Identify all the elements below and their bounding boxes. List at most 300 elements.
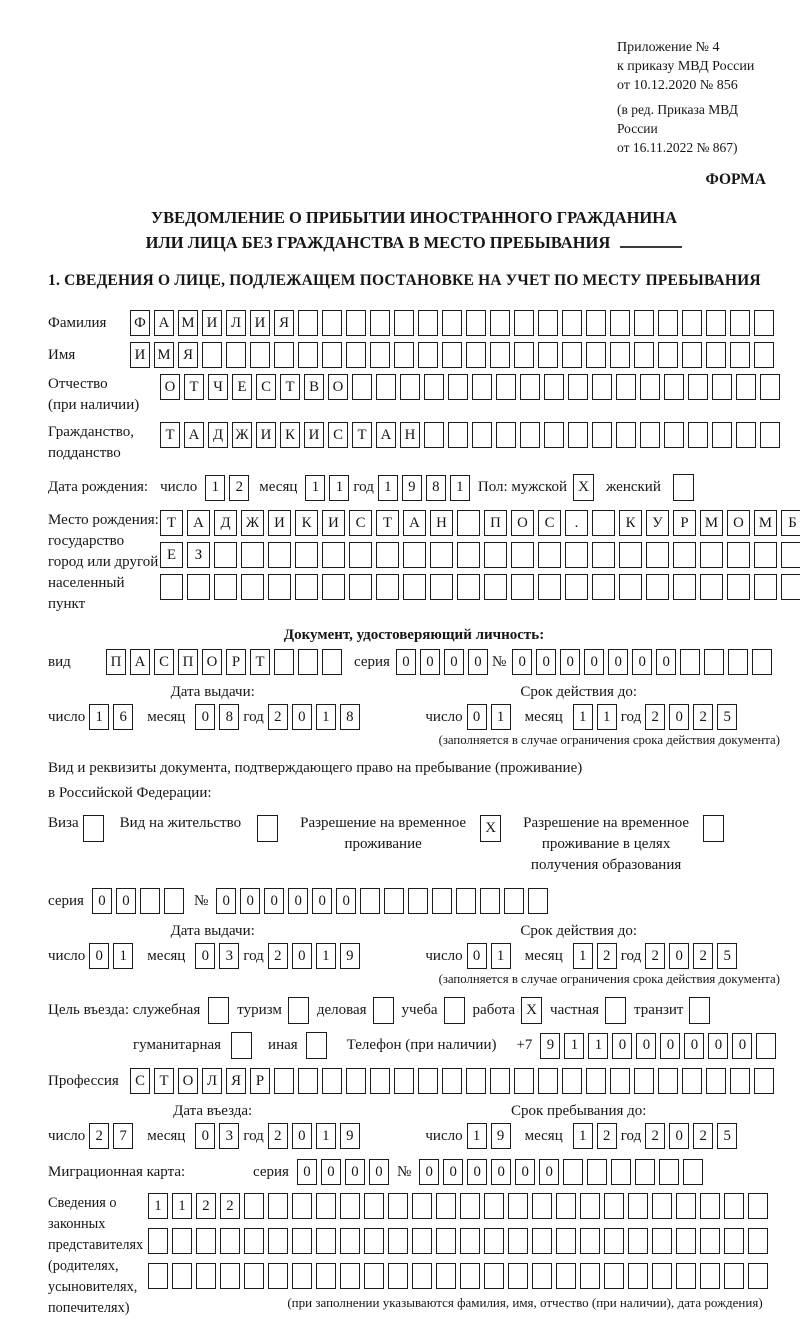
char-box[interactable] xyxy=(340,1193,360,1219)
char-box[interactable] xyxy=(349,542,372,568)
char-box[interactable] xyxy=(322,574,345,600)
char-box[interactable] xyxy=(730,1068,750,1094)
char-box[interactable] xyxy=(160,574,183,600)
char-box[interactable]: Т xyxy=(250,649,270,675)
char-box[interactable]: 0 xyxy=(669,943,689,969)
char-box[interactable]: 0 xyxy=(584,649,604,675)
char-box[interactable] xyxy=(295,542,318,568)
char-box[interactable] xyxy=(424,422,444,448)
char-box[interactable] xyxy=(727,574,750,600)
char-box[interactable] xyxy=(364,1228,384,1254)
char-box[interactable] xyxy=(724,1193,744,1219)
char-box[interactable]: 0 xyxy=(560,649,580,675)
char-box[interactable]: 0 xyxy=(116,888,136,914)
char-box[interactable]: Т xyxy=(352,422,372,448)
char-box[interactable] xyxy=(322,342,342,368)
char-box[interactable] xyxy=(646,542,669,568)
char-box[interactable] xyxy=(376,542,399,568)
char-box[interactable] xyxy=(400,374,420,400)
char-box[interactable] xyxy=(268,574,291,600)
char-box[interactable] xyxy=(724,1228,744,1254)
char-box[interactable] xyxy=(244,1193,264,1219)
char-box[interactable] xyxy=(682,1068,702,1094)
char-box[interactable] xyxy=(352,374,372,400)
char-box[interactable] xyxy=(480,888,500,914)
char-box[interactable] xyxy=(628,1228,648,1254)
char-box[interactable]: И xyxy=(130,342,150,368)
char-box[interactable] xyxy=(532,1263,552,1289)
char-box[interactable] xyxy=(652,1193,672,1219)
char-box[interactable]: 5 xyxy=(717,704,737,730)
char-box[interactable]: 1 xyxy=(148,1193,168,1219)
char-box[interactable]: 2 xyxy=(597,1123,617,1149)
char-box[interactable] xyxy=(436,1193,456,1219)
char-box[interactable] xyxy=(610,310,630,336)
char-box[interactable] xyxy=(520,422,540,448)
char-box[interactable]: Ж xyxy=(241,510,264,536)
checkbox-residence[interactable] xyxy=(257,815,278,842)
char-box[interactable]: 0 xyxy=(288,888,308,914)
char-box[interactable]: С xyxy=(256,374,276,400)
char-box[interactable]: 1 xyxy=(573,704,593,730)
char-box[interactable]: 2 xyxy=(268,943,288,969)
char-box[interactable] xyxy=(538,310,558,336)
char-box[interactable]: 0 xyxy=(612,1033,632,1059)
char-box[interactable] xyxy=(442,342,462,368)
char-box[interactable] xyxy=(736,374,756,400)
char-box[interactable] xyxy=(706,342,726,368)
char-box[interactable] xyxy=(484,574,507,600)
char-box[interactable]: Р xyxy=(226,649,246,675)
char-box[interactable] xyxy=(781,574,800,600)
char-box[interactable]: 1 xyxy=(573,1123,593,1149)
char-box[interactable] xyxy=(418,310,438,336)
char-box[interactable] xyxy=(388,1228,408,1254)
char-box[interactable]: 0 xyxy=(708,1033,728,1059)
char-box[interactable]: И xyxy=(250,310,270,336)
char-box[interactable]: 9 xyxy=(402,475,422,501)
char-box[interactable] xyxy=(274,342,294,368)
char-box[interactable] xyxy=(760,374,780,400)
char-box[interactable]: С xyxy=(349,510,372,536)
char-box[interactable] xyxy=(322,542,345,568)
char-box[interactable] xyxy=(640,374,660,400)
char-box[interactable] xyxy=(268,1263,288,1289)
char-box[interactable] xyxy=(403,574,426,600)
char-box[interactable]: П xyxy=(484,510,507,536)
char-box[interactable] xyxy=(436,1263,456,1289)
char-box[interactable]: 2 xyxy=(645,1123,665,1149)
char-box[interactable]: У xyxy=(646,510,669,536)
char-box[interactable]: Т xyxy=(184,374,204,400)
char-box[interactable]: Ф xyxy=(130,310,150,336)
char-box[interactable] xyxy=(580,1263,600,1289)
char-box[interactable] xyxy=(754,342,774,368)
char-box[interactable] xyxy=(752,649,772,675)
char-box[interactable] xyxy=(532,1228,552,1254)
char-box[interactable] xyxy=(241,542,264,568)
char-box[interactable]: 1 xyxy=(113,943,133,969)
char-box[interactable]: 0 xyxy=(732,1033,752,1059)
char-box[interactable] xyxy=(496,422,516,448)
char-box[interactable] xyxy=(592,574,615,600)
char-box[interactable] xyxy=(457,510,480,536)
char-box[interactable]: О xyxy=(202,649,222,675)
char-box[interactable] xyxy=(394,342,414,368)
char-box[interactable] xyxy=(292,1228,312,1254)
char-box[interactable] xyxy=(646,574,669,600)
char-box[interactable] xyxy=(430,574,453,600)
char-box[interactable]: 2 xyxy=(229,475,249,501)
char-box[interactable]: К xyxy=(280,422,300,448)
char-box[interactable] xyxy=(432,888,452,914)
char-box[interactable] xyxy=(349,574,372,600)
char-box[interactable]: Д xyxy=(208,422,228,448)
char-box[interactable]: Я xyxy=(178,342,198,368)
char-box[interactable]: О xyxy=(511,510,534,536)
char-box[interactable] xyxy=(514,342,534,368)
char-box[interactable] xyxy=(544,374,564,400)
char-box[interactable]: 1 xyxy=(316,704,336,730)
char-box[interactable]: И xyxy=(268,510,291,536)
char-box[interactable]: З xyxy=(187,542,210,568)
char-box[interactable] xyxy=(760,422,780,448)
char-box[interactable]: А xyxy=(403,510,426,536)
char-box[interactable] xyxy=(457,574,480,600)
char-box[interactable]: 3 xyxy=(219,943,239,969)
char-box[interactable] xyxy=(340,1263,360,1289)
char-box[interactable] xyxy=(220,1228,240,1254)
char-box[interactable]: С xyxy=(328,422,348,448)
char-box[interactable] xyxy=(472,422,492,448)
char-box[interactable]: О xyxy=(178,1068,198,1094)
char-box[interactable] xyxy=(514,310,534,336)
char-box[interactable] xyxy=(565,574,588,600)
char-box[interactable] xyxy=(682,310,702,336)
char-box[interactable]: 0 xyxy=(660,1033,680,1059)
char-box[interactable]: А xyxy=(154,310,174,336)
char-box[interactable] xyxy=(268,1228,288,1254)
checkbox-edu-permit[interactable] xyxy=(703,815,724,842)
char-box[interactable] xyxy=(748,1228,768,1254)
char-box[interactable] xyxy=(484,1263,504,1289)
char-box[interactable] xyxy=(202,342,222,368)
char-box[interactable] xyxy=(394,310,414,336)
char-box[interactable]: 1 xyxy=(588,1033,608,1059)
char-box[interactable] xyxy=(394,1068,414,1094)
char-box[interactable] xyxy=(460,1193,480,1219)
char-box[interactable] xyxy=(604,1228,624,1254)
char-box[interactable] xyxy=(520,374,540,400)
char-box[interactable] xyxy=(316,1228,336,1254)
char-box[interactable]: М xyxy=(700,510,723,536)
char-box[interactable]: Я xyxy=(274,310,294,336)
char-box[interactable] xyxy=(274,1068,294,1094)
char-box[interactable] xyxy=(322,310,342,336)
char-box[interactable]: 9 xyxy=(340,943,360,969)
char-box[interactable]: 0 xyxy=(539,1159,559,1185)
char-box[interactable]: 2 xyxy=(268,704,288,730)
char-box[interactable] xyxy=(412,1193,432,1219)
char-box[interactable] xyxy=(568,374,588,400)
char-box[interactable] xyxy=(586,310,606,336)
char-box[interactable] xyxy=(514,1068,534,1094)
char-box[interactable] xyxy=(384,888,404,914)
char-box[interactable] xyxy=(652,1228,672,1254)
char-box[interactable]: 0 xyxy=(636,1033,656,1059)
char-box[interactable]: 1 xyxy=(305,475,325,501)
checkbox-study[interactable] xyxy=(444,997,465,1024)
char-box[interactable] xyxy=(658,310,678,336)
char-box[interactable] xyxy=(316,1263,336,1289)
char-box[interactable]: 0 xyxy=(195,943,215,969)
char-box[interactable] xyxy=(706,310,726,336)
char-box[interactable] xyxy=(727,542,750,568)
char-box[interactable] xyxy=(295,574,318,600)
char-box[interactable] xyxy=(511,542,534,568)
checkbox-temp-permit[interactable]: X xyxy=(480,815,501,842)
char-box[interactable] xyxy=(424,374,444,400)
char-box[interactable]: Л xyxy=(226,310,246,336)
char-box[interactable] xyxy=(704,649,724,675)
char-box[interactable] xyxy=(460,1263,480,1289)
char-box[interactable]: 0 xyxy=(608,649,628,675)
char-box[interactable] xyxy=(730,310,750,336)
char-box[interactable] xyxy=(619,542,642,568)
char-box[interactable] xyxy=(700,1193,720,1219)
char-box[interactable] xyxy=(592,422,612,448)
char-box[interactable] xyxy=(676,1228,696,1254)
checkbox-private[interactable] xyxy=(605,997,626,1024)
char-box[interactable] xyxy=(484,542,507,568)
char-box[interactable] xyxy=(700,542,723,568)
char-box[interactable] xyxy=(604,1263,624,1289)
char-box[interactable] xyxy=(754,574,777,600)
char-box[interactable]: И xyxy=(202,310,222,336)
char-box[interactable] xyxy=(370,342,390,368)
char-box[interactable]: 8 xyxy=(340,704,360,730)
char-box[interactable] xyxy=(403,542,426,568)
char-box[interactable] xyxy=(700,1228,720,1254)
checkbox-work[interactable]: X xyxy=(521,997,542,1024)
char-box[interactable] xyxy=(676,1193,696,1219)
char-box[interactable]: 0 xyxy=(369,1159,389,1185)
char-box[interactable] xyxy=(466,310,486,336)
char-box[interactable] xyxy=(616,422,636,448)
checkbox-male[interactable]: X xyxy=(573,474,594,501)
char-box[interactable] xyxy=(364,1193,384,1219)
char-box[interactable] xyxy=(196,1263,216,1289)
char-box[interactable]: 0 xyxy=(512,649,532,675)
char-box[interactable]: 2 xyxy=(597,943,617,969)
char-box[interactable] xyxy=(460,1228,480,1254)
char-box[interactable]: 1 xyxy=(329,475,349,501)
char-box[interactable] xyxy=(538,1068,558,1094)
char-box[interactable]: 2 xyxy=(196,1193,216,1219)
checkbox-business[interactable] xyxy=(373,997,394,1024)
char-box[interactable]: Т xyxy=(160,422,180,448)
char-box[interactable]: 2 xyxy=(693,704,713,730)
char-box[interactable]: 8 xyxy=(426,475,446,501)
char-box[interactable]: Ж xyxy=(232,422,252,448)
char-box[interactable] xyxy=(706,1068,726,1094)
char-box[interactable] xyxy=(748,1193,768,1219)
char-box[interactable] xyxy=(340,1228,360,1254)
char-box[interactable] xyxy=(466,1068,486,1094)
char-box[interactable] xyxy=(658,342,678,368)
char-box[interactable]: 2 xyxy=(220,1193,240,1219)
char-box[interactable]: 0 xyxy=(491,1159,511,1185)
char-box[interactable] xyxy=(528,888,548,914)
char-box[interactable] xyxy=(490,342,510,368)
char-box[interactable]: 0 xyxy=(467,943,487,969)
char-box[interactable] xyxy=(580,1193,600,1219)
checkbox-tourism[interactable] xyxy=(288,997,309,1024)
char-box[interactable]: 5 xyxy=(717,943,737,969)
char-box[interactable]: А xyxy=(376,422,396,448)
checkbox-transit[interactable] xyxy=(689,997,710,1024)
char-box[interactable] xyxy=(322,1068,342,1094)
char-box[interactable]: 0 xyxy=(216,888,236,914)
char-box[interactable] xyxy=(680,649,700,675)
char-box[interactable] xyxy=(140,888,160,914)
char-box[interactable]: А xyxy=(130,649,150,675)
char-box[interactable] xyxy=(274,649,294,675)
char-box[interactable] xyxy=(556,1228,576,1254)
char-box[interactable] xyxy=(322,649,342,675)
char-box[interactable] xyxy=(538,574,561,600)
char-box[interactable] xyxy=(538,542,561,568)
char-box[interactable]: О xyxy=(727,510,750,536)
char-box[interactable] xyxy=(442,310,462,336)
char-box[interactable] xyxy=(346,342,366,368)
char-box[interactable]: А xyxy=(184,422,204,448)
char-box[interactable] xyxy=(187,574,210,600)
char-box[interactable]: Е xyxy=(160,542,183,568)
char-box[interactable]: 9 xyxy=(491,1123,511,1149)
char-box[interactable] xyxy=(430,542,453,568)
char-box[interactable]: 1 xyxy=(378,475,398,501)
char-box[interactable]: С xyxy=(538,510,561,536)
char-box[interactable] xyxy=(298,310,318,336)
char-box[interactable]: 1 xyxy=(573,943,593,969)
char-box[interactable] xyxy=(456,888,476,914)
char-box[interactable] xyxy=(164,888,184,914)
char-box[interactable]: М xyxy=(178,310,198,336)
char-box[interactable] xyxy=(634,342,654,368)
char-box[interactable]: 2 xyxy=(645,704,665,730)
char-box[interactable] xyxy=(376,574,399,600)
char-box[interactable]: 6 xyxy=(113,704,133,730)
char-box[interactable]: 1 xyxy=(89,704,109,730)
char-box[interactable] xyxy=(619,574,642,600)
char-box[interactable]: И xyxy=(256,422,276,448)
char-box[interactable] xyxy=(565,542,588,568)
char-box[interactable] xyxy=(634,1068,654,1094)
char-box[interactable] xyxy=(484,1193,504,1219)
char-box[interactable]: 8 xyxy=(219,704,239,730)
char-box[interactable]: А xyxy=(187,510,210,536)
char-box[interactable]: Л xyxy=(202,1068,222,1094)
char-box[interactable]: 1 xyxy=(316,943,336,969)
char-box[interactable]: 9 xyxy=(340,1123,360,1149)
char-box[interactable] xyxy=(172,1263,192,1289)
char-box[interactable] xyxy=(781,542,800,568)
char-box[interactable]: 0 xyxy=(195,704,215,730)
char-box[interactable]: 2 xyxy=(693,943,713,969)
char-box[interactable]: Н xyxy=(430,510,453,536)
checkbox-visa[interactable] xyxy=(83,815,104,842)
char-box[interactable]: П xyxy=(178,649,198,675)
char-box[interactable] xyxy=(490,1068,510,1094)
char-box[interactable] xyxy=(292,1193,312,1219)
char-box[interactable]: 1 xyxy=(205,475,225,501)
char-box[interactable] xyxy=(214,542,237,568)
char-box[interactable] xyxy=(418,342,438,368)
char-box[interactable]: 2 xyxy=(693,1123,713,1149)
char-box[interactable] xyxy=(712,422,732,448)
char-box[interactable]: 9 xyxy=(540,1033,560,1059)
char-box[interactable]: Т xyxy=(280,374,300,400)
char-box[interactable] xyxy=(664,422,684,448)
char-box[interactable] xyxy=(250,342,270,368)
char-box[interactable]: 1 xyxy=(316,1123,336,1149)
char-box[interactable]: 0 xyxy=(515,1159,535,1185)
char-box[interactable] xyxy=(610,342,630,368)
char-box[interactable] xyxy=(244,1263,264,1289)
char-box[interactable]: К xyxy=(295,510,318,536)
char-box[interactable] xyxy=(364,1263,384,1289)
char-box[interactable] xyxy=(496,374,516,400)
char-box[interactable]: 1 xyxy=(450,475,470,501)
char-box[interactable] xyxy=(214,574,237,600)
char-box[interactable]: С xyxy=(154,649,174,675)
char-box[interactable]: Ч xyxy=(208,374,228,400)
char-box[interactable] xyxy=(448,422,468,448)
char-box[interactable]: И xyxy=(304,422,324,448)
char-box[interactable] xyxy=(388,1193,408,1219)
char-box[interactable] xyxy=(754,1068,774,1094)
char-box[interactable] xyxy=(556,1263,576,1289)
char-box[interactable]: 0 xyxy=(632,649,652,675)
char-box[interactable]: Т xyxy=(154,1068,174,1094)
char-box[interactable] xyxy=(754,310,774,336)
char-box[interactable]: 0 xyxy=(345,1159,365,1185)
char-box[interactable]: 2 xyxy=(89,1123,109,1149)
char-box[interactable] xyxy=(682,342,702,368)
char-box[interactable] xyxy=(466,342,486,368)
char-box[interactable] xyxy=(724,1263,744,1289)
char-box[interactable] xyxy=(664,374,684,400)
char-box[interactable] xyxy=(580,1228,600,1254)
char-box[interactable] xyxy=(346,1068,366,1094)
checkbox-humanitarian[interactable] xyxy=(231,1032,252,1059)
checkbox-female[interactable] xyxy=(673,474,694,501)
char-box[interactable]: Т xyxy=(376,510,399,536)
char-box[interactable]: 1 xyxy=(467,1123,487,1149)
char-box[interactable] xyxy=(544,422,564,448)
char-box[interactable]: 0 xyxy=(240,888,260,914)
char-box[interactable]: 0 xyxy=(396,649,416,675)
char-box[interactable] xyxy=(388,1263,408,1289)
char-box[interactable]: Д xyxy=(214,510,237,536)
char-box[interactable]: Е xyxy=(232,374,252,400)
char-box[interactable] xyxy=(556,1193,576,1219)
char-box[interactable]: 2 xyxy=(645,943,665,969)
char-box[interactable]: М xyxy=(154,342,174,368)
char-box[interactable]: М xyxy=(754,510,777,536)
char-box[interactable]: 1 xyxy=(564,1033,584,1059)
